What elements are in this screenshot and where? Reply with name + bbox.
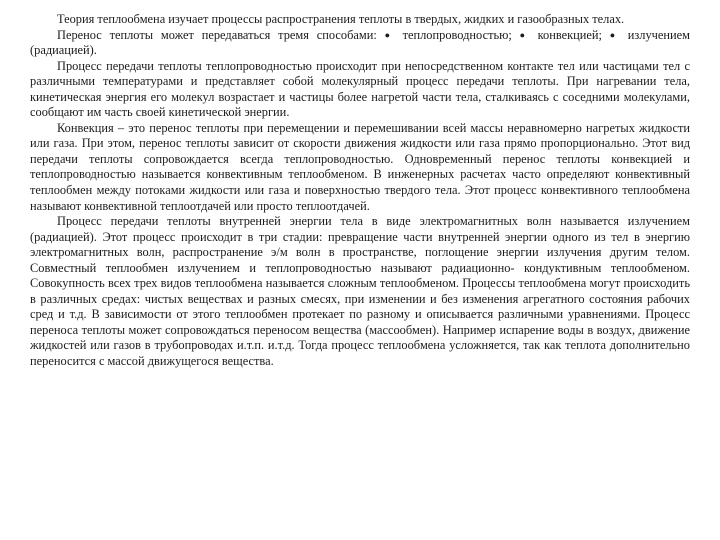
- methods-intro: Перенос теплоты может передаваться тремя способами:: [57, 27, 377, 42]
- method-radiation: излучением (радиацией).: [30, 27, 691, 58]
- method-convection: конвекцией;: [537, 27, 602, 42]
- paragraph-radiation: Процесс передачи теплоты внутренней энергии тела в виде электромагнитных волн называется излучением (радиацией). Этот процесс происходит в три стадии: превращение части внутренней энергии одного из тел в энергию электромагнитных волн, распространение э/м волн в пространстве, поглощение энергии излучения другим телом. Совместный теплообмен излучением и теплопроводностью называют радиационно- кондуктивным теплообменом. Совокупность всех трех видов теплообмена называется сложным теплообменом. Процессы теплообмена могут происходить в различных средах: чистых веществах и разных смесях, при изменении и без изменения агрегатного состояния рабочих сред и т.д. В зависимости от этого теплообмен протекает по разному и описывается различными уравнениями. Процесс переноса теплоты может сопровождаться переносом вещества (массообмен). Например испарение воды в воздух, движение жидкостей или газов в трубопроводах и.т.п. и.т.д. Тогда процесс теплообмена усложняется, так как теплота дополнительно переносится с массой движущегося вещества.: [30, 214, 690, 369]
- document-page: [30, 12, 690, 370]
- paragraph-convection: Конвекция – это перенос теплоты при перемещении и перемешивании всей массы неравномерно нагретых жидкости или газа. При этом, перенос теплоты зависит от скорости движения жидкости или газа прямо пропорционально. Этот вид передачи теплоты сопровождается всегда теплопроводностью. Одновременный перенос теплоты конвекцией и теплопроводностью называется конвективным теплообменом. В инженерных расчетах часто определяют конвективный теплообмен между потоками жидкости или газа и поверхностью твердого тела. Этот процесс конвективного теплообмена называют конвективной теплоотдачей или просто теплоотдачей.: [30, 120, 690, 213]
- bullet-icon: ●: [609, 29, 620, 40]
- paragraph-conduction: Процесс передачи теплоты теплопроводностью происходит при непосредственном контакте тел или частицами тел с различными температурами и представляет собой молекулярный процесс передачи теплоты. При нагревании тела, кинетическая энергия его молекул возрастает и частицы более нагретой части тела, сталкиваясь с соседними молекулами, сообщают им часть своей кинетической энергии.: [30, 58, 690, 120]
- bullet-icon: ●: [519, 29, 530, 40]
- paragraph-heat-transfer-methods: [30, 28, 690, 59]
- bullet-icon: ●: [384, 29, 395, 40]
- paragraph-intro: Теория теплообмена изучает процессы распространения теплоты в твердых, жидких и газообразных телах.: [57, 12, 625, 26]
- method-conduction: теплопроводностью;: [402, 27, 512, 42]
